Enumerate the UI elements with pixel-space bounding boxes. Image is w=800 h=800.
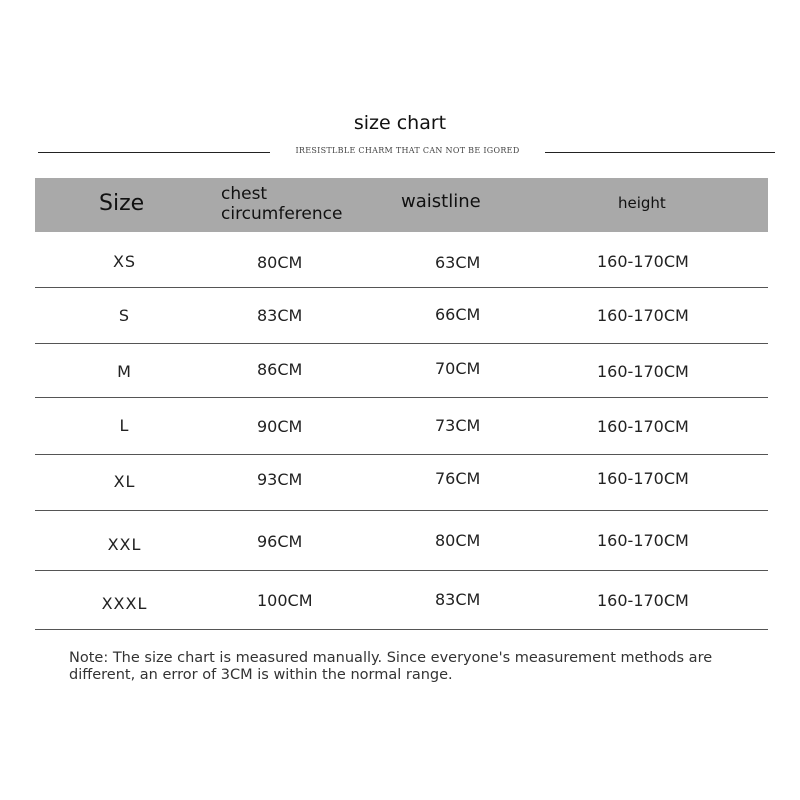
cell-waistline: 66CM [435, 305, 481, 324]
header-chest [221, 184, 342, 224]
cell-height: 160-170CM [597, 469, 689, 488]
header-chest-line1: chest [221, 184, 268, 204]
cell-size: L [119, 416, 130, 435]
header-waistline: waistline [401, 191, 481, 212]
cell-chest: 83CM [257, 306, 303, 325]
cell-chest: 100CM [257, 591, 313, 610]
page-title: size chart [353, 112, 447, 134]
cell-chest: 80CM [257, 253, 303, 272]
cell-size: XXXL [101, 594, 148, 613]
cell-chest: 93CM [257, 470, 303, 489]
table-row [35, 511, 768, 571]
cell-height: 160-170CM [597, 362, 689, 381]
divider-right [545, 152, 775, 153]
cell-waistline: 80CM [435, 531, 481, 550]
cell-size: M [117, 362, 132, 381]
header-chest-line2: circumference [221, 204, 343, 224]
table-row [35, 571, 768, 630]
size-note [69, 650, 769, 684]
note-line-2: different, an error of 3CM is within the normal range. [69, 667, 453, 683]
header-height: height [618, 194, 666, 212]
cell-waistline: 83CM [435, 590, 481, 609]
cell-height: 160-170CM [597, 252, 689, 271]
divider-left [38, 152, 270, 153]
table-row [35, 455, 768, 511]
subtitle: IRESISTLBLE CHARM THAT CAN NOT BE IGORED [295, 146, 520, 155]
cell-height: 160-170CM [597, 591, 689, 610]
cell-waistline: 70CM [435, 359, 481, 378]
cell-chest: 96CM [257, 532, 303, 551]
cell-chest: 90CM [257, 417, 303, 436]
cell-size: XXL [107, 535, 142, 554]
cell-size: XL [113, 472, 136, 491]
table-header [35, 178, 768, 232]
note-line-1: Note: The size chart is measured manually. Since everyone's measurement methods are [69, 650, 713, 666]
cell-waistline: 63CM [435, 253, 481, 272]
subtitle-row [0, 146, 800, 158]
table-row [35, 398, 768, 455]
cell-height: 160-170CM [597, 417, 689, 436]
cell-height: 160-170CM [597, 306, 689, 325]
cell-waistline: 73CM [435, 416, 481, 435]
table-row [35, 344, 768, 398]
table-row [35, 232, 768, 288]
cell-height: 160-170CM [597, 531, 689, 550]
cell-size: S [118, 306, 131, 325]
header-size: Size [99, 191, 145, 216]
cell-chest: 86CM [257, 360, 303, 379]
cell-size: XS [112, 252, 137, 271]
cell-waistline: 76CM [435, 469, 481, 488]
table-row [35, 288, 768, 344]
